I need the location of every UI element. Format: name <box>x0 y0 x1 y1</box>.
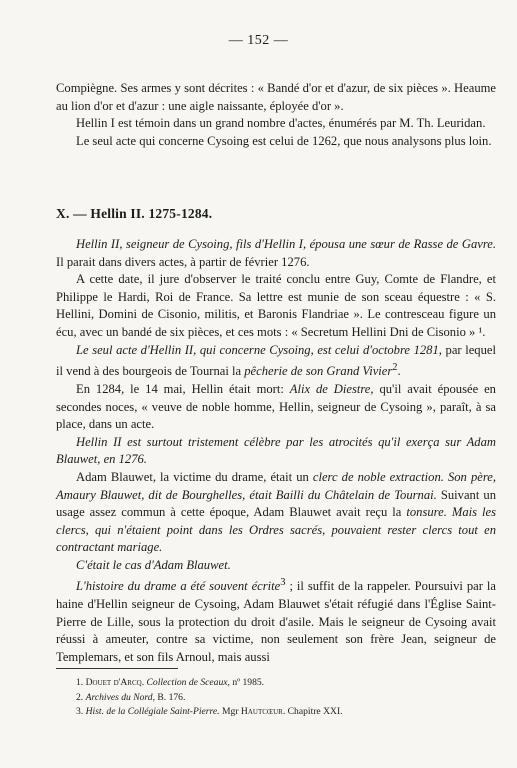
text: qu'il avait épousée en secondes noces, « veuve de noble homme, Hellin, seigneur de Cysoing », paraît, à sa place, dans un acte. <box>56 381 496 432</box>
italic-text: pêcherie de son Grand Vivier <box>244 364 393 379</box>
footnote-number: 2. <box>76 691 84 703</box>
footnote-title: Collection de Sceaux, <box>146 677 230 688</box>
section-body <box>56 236 496 667</box>
italic-text: Alix de Diestre, <box>289 381 374 396</box>
footnote-ref: 2 <box>392 362 398 374</box>
paragraph <box>56 557 496 575</box>
text: Suivant un usage assez commun à cette époque, Adam Blauwet avait reçu la <box>56 487 497 520</box>
paragraph: Hellin I est témoin dans un grand nombre d'actes, énumérés par M. Th. Leuridan. <box>76 116 486 131</box>
text: En 1284, le 14 mai, Hellin était mort: <box>76 381 290 396</box>
footnote-author: Hautcœur. <box>240 706 286 717</box>
text: Il parait dans divers actes, à partir de février 1276. <box>56 254 310 269</box>
section-heading: X. — Hellin II. 1275-1284. <box>56 206 213 221</box>
footnote-ref: 3 <box>280 577 286 589</box>
text: ; il suffit de la rappeler. Poursuivi par la haine d'Hellin seigneur de Cysoing, Adam Blauwet s'était réfugié dans l'Église Saint-Pierre de Lille, sous la protection du droit d'asile. Mais le seigneur de Cysoing avait réussi à ameuter, contre sa victime, non seulement son frère Jean, seigneur de Templemars, et son fils Arnoul, mais aussi <box>56 579 496 665</box>
page-number: — 152 — <box>228 33 289 48</box>
footnote-text: B. 176. <box>157 691 186 703</box>
footnote-divider <box>56 668 178 669</box>
footnote-text: Mgr <box>221 706 239 717</box>
footnote-title: Archives du Nord, <box>85 691 155 703</box>
footnote <box>76 705 496 720</box>
paragraph: A cette date, il jure d'observer le traité conclu entre Guy, Comte de Flandre, et Philippe le Hardi, Roi de France. Sa lettre est munie de son sceau équestre : « S. Hellini, Domini de Cisonio, militis, et Baronis Flandriae ». Le contresceau figure un écu, avec un bandé de six pièces, et ces mots : « Secretum Hellini Dni de Cisonio » ¹. <box>56 272 496 339</box>
paragraph <box>56 574 496 666</box>
italic-text: Hellin II, seigneur de Cysoing, fils d'Hellin I, épousa une sœur de Rasse de Gavre. <box>76 237 496 251</box>
italic-text: C'était le cas d'Adam Blauwet. <box>76 557 231 572</box>
footnote-text: nº 1985. <box>232 677 265 688</box>
paragraph <box>56 236 496 271</box>
footnote <box>76 676 496 691</box>
footnote-number: 1. <box>76 677 84 688</box>
paragraph <box>56 342 496 381</box>
footnote <box>76 691 496 706</box>
italic-text: tonsure. <box>406 505 447 520</box>
italic-text: Le seul acte d'Hellin II, qui concerne Cysoing, est celui d'octobre 1281, <box>76 342 442 357</box>
footnote-author: Douet d'Arcq. <box>85 677 145 688</box>
italic-text: L'histoire du drame a été souvent écrite <box>76 579 281 594</box>
paragraph: Compiègne. Ses armes y sont décrites : « Bandé d'or et d'azur, de six pièces ». Heaume au lion d'or et d'azur : une aigle naissante, éployée d'or ». <box>56 81 496 113</box>
italic-text: clerc de noble extraction. Son père, Amaury Blauwet, dit de Bourghelles, était Bailli du Châtelain de Tournai. <box>56 469 496 502</box>
footnote-text: Chapitre XXI. <box>287 706 343 717</box>
paragraph: Le seul acte qui concerne Cysoing est celui de 1262, que nous analysons plus loin. <box>76 133 492 148</box>
text: par lequel il vend à des bourgeois de Tournai la <box>56 342 496 379</box>
paragraph <box>56 434 496 469</box>
text: . <box>397 364 401 379</box>
intro-block <box>56 80 496 150</box>
footnotes <box>76 676 496 720</box>
footnote-title: Hist. de la Collégiale Saint-Pierre. <box>85 706 220 717</box>
text: Adam Blauwet, la victime du drame, était un <box>76 469 313 484</box>
italic-text: Mais les clercs, qui n'étaient point dans les Ordres sacrés, pouvaient rester clercs tout en contractant mariage. <box>56 505 497 555</box>
paragraph <box>56 381 496 434</box>
paragraph <box>56 469 496 557</box>
footnote-number: 3. <box>76 706 84 717</box>
italic-text: Hellin II est surtout tristement célèbre par les atrocités qu'il exerça sur Adam Blauwet, en 1276. <box>56 434 496 467</box>
